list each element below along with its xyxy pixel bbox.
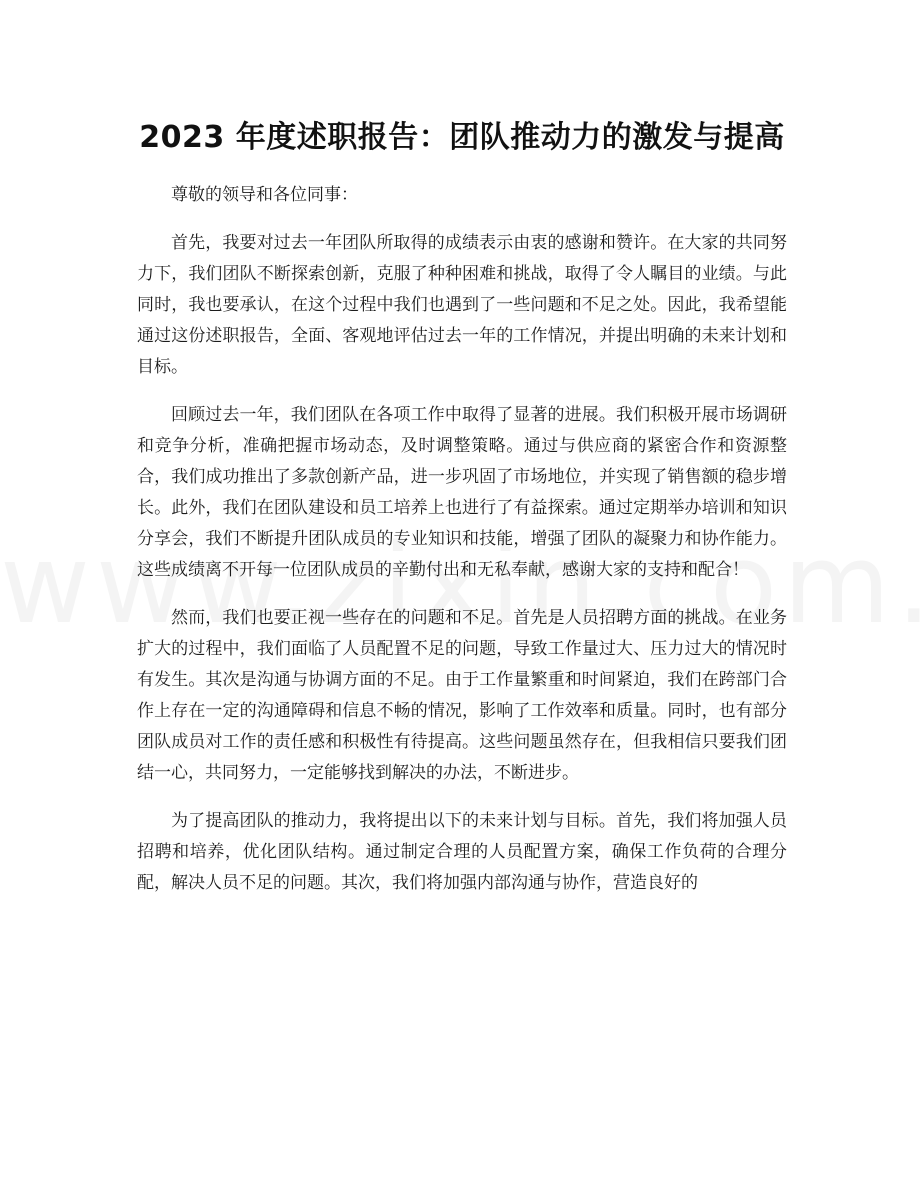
salutation: 尊敬的领导和各位同事： [171,185,358,205]
paragraph-1: 首先，我要对过去一年团队所取得的成绩表示由衷的感谢和赞许。在大家的共同努力下，我们团队不断探索创新，克服了种种困难和挑战，取得了令人瞩目的业绩。与此同时，我也要承认，在这个过程中我们也遇到了一些问题和不足之处。因此，我希望能通过这份述职报告，全面、客观地评估过去一年的工作情况，并提出明确的未来计划和目标。 [137,233,787,377]
paragraph-2: 回顾过去一年，我们团队在各项工作中取得了显著的进展。我们积极开展市场调研和竞争分析，准确把握市场动态，及时调整策略。通过与供应商的紧密合作和资源整合，我们成功推出了多款创新产品，进一步巩固了市场地位，并实现了销售额的稳步增长。此外，我们在团队建设和员工培养上也进行了有益探索。通过定期举办培训和知识分享会，我们不断提升团队成员的专业知识和技能，增强了团队的凝聚力和协作能力。这些成绩离不开每一位团队成员的辛勤付出和无私奉献，感谢大家的支持和配合！ [137,405,787,580]
paragraph-4: 为了提高团队的推动力，我将提出以下的未来计划与目标。首先，我们将加强人员招聘和培养，优化团队结构。通过制定合理的人员配置方案，确保工作负荷的合理分配，解决人员不足的问题。其次，我们将加强内部沟通与协作，营造良好的 [137,811,787,893]
document-body [137,180,787,899]
document-title: 2023 年度述职报告：团队推动力的激发与提高 [139,120,785,155]
paragraph-3: 然而，我们也要正视一些存在的问题和不足。首先是人员招聘方面的挑战。在业务扩大的过程中，我们面临了人员配置不足的问题，导致工作量过大、压力过大的情况时有发生。其次是沟通与协调方面的不足。由于工作量繁重和时间紧迫，我们在跨部门合作上存在一定的沟通障碍和信息不畅的情况，影响了工作效率和质量。同时，也有部分团队成员对工作的责任感和积极性有待提高。这些问题虽然存在，但我相信只要我们团结一心，共同努力，一定能够找到解决的办法，不断进步。 [137,608,787,783]
